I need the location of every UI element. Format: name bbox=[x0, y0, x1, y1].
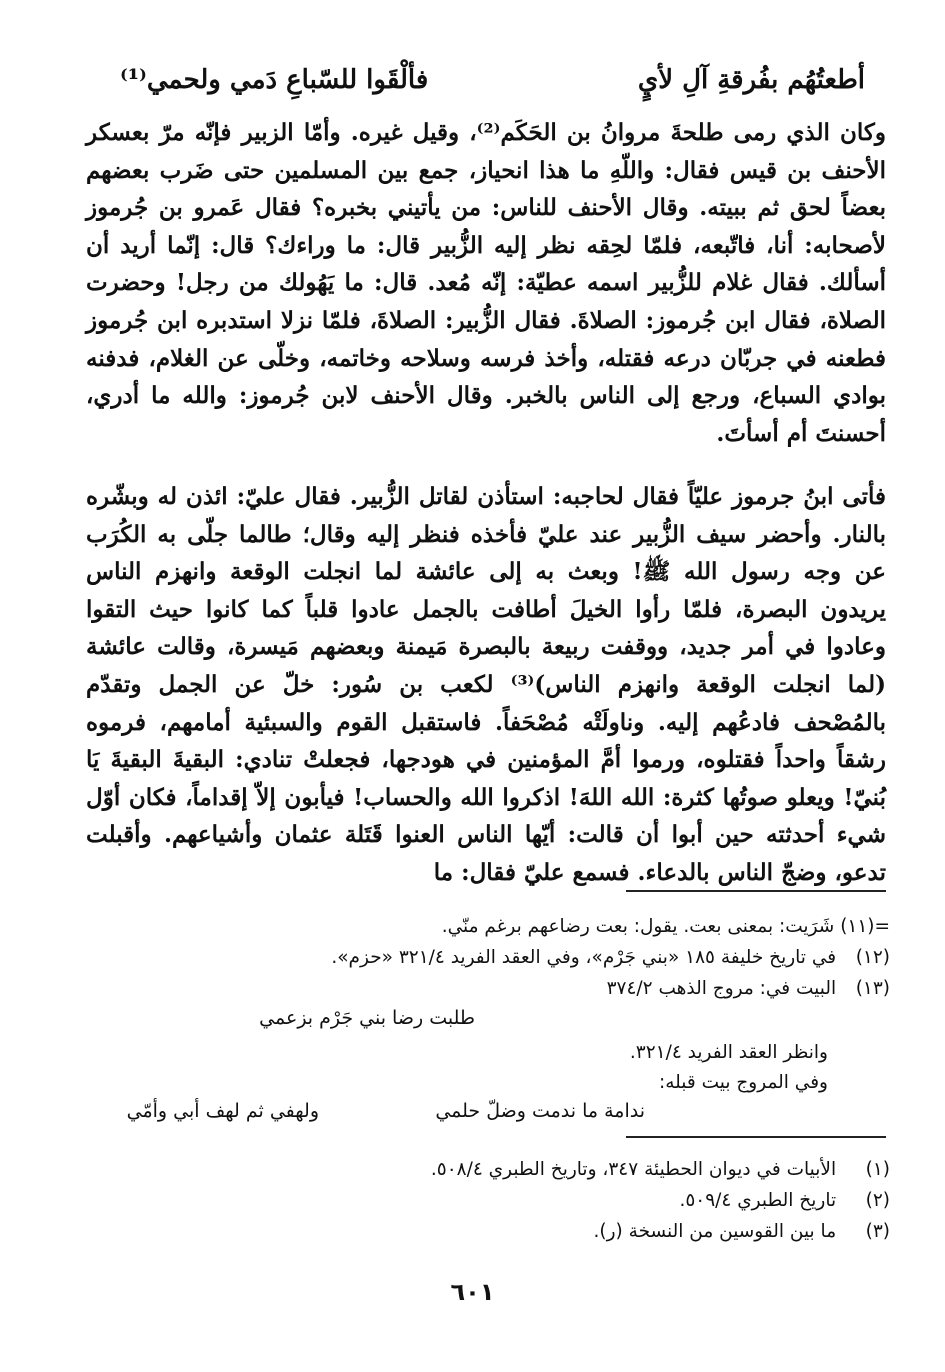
footnote-text: البيت في: مروج الذهب ٣٧٤/٢ bbox=[606, 978, 837, 999]
footnote-divider-1 bbox=[626, 890, 886, 892]
footnote-number: (١٣) bbox=[855, 978, 890, 999]
footnote-number: (١) bbox=[865, 1159, 890, 1180]
footnote-12 bbox=[120, 943, 890, 973]
footnote-number: =(١١) bbox=[840, 916, 890, 937]
footnote-number: (٣) bbox=[865, 1221, 890, 1242]
footnote-text: تاريخ الطبري ٥٠٩/٤. bbox=[679, 1190, 837, 1211]
footnote-number: (١٢) bbox=[855, 947, 890, 968]
footnote-text: شَرَيت: بمعنى بعت. يقول: بعت رضاعهم برغم منّي. bbox=[441, 916, 835, 937]
body-paragraph-1: وكان الذي رمى طلحةَ مروانُ بن الحَكَم⁽²⁾، وقيل غيره. وأمّا الزبير فإنّه مرّ بعسكر الأحنف بن قيس فقال: واللّهِ ما هذا انحياز، جمع بين المسلمين حتى ضَرب بعضهم بعضاً لحق ثم ببيته. وقال الأحنف للناس: من يأتيني بخبره؟ فقال عَمرو بن جُرموز لأصحابه: أنا، فاتّبعه، فلمّا لحِقه نظر إليه الزُّبير قال: ما وراءك؟ قال: إنّما أريد أن أسألك. فقال غلام للزُّبير اسمه عطيّة: إنّه مُعد. قال: ما يَهُولك من رجل! وحضرت الصلاة، فقال ابن جُرموز: الصلاةَ. فقال الزُّبير: الصلاةَ، فلمّا نزلا استدبره ابن جُرموز فطعنه في جربّان درعه فقتله، وأخذ فرسه وسلاحه وخاتمه، وخلّى عن الغلام، فدفنه بوادي السباع، ورجع إلى الناس بالخبر. وقال الأحنف لابن جُرموز: والله ما أدري، أحسنتَ أم أسأتَ. bbox=[86, 119, 886, 447]
footnote-divider-2 bbox=[626, 1136, 886, 1138]
footnote-13-line-3: وفي المروج بيت قبله: bbox=[659, 1072, 828, 1093]
footnote-11 bbox=[120, 912, 890, 942]
body-paragraph-2: فأتى ابنُ جرموز عليّاً فقال لحاجبه: استأذن لقاتل الزُّبير. فقال عليّ: ائذن له وبشّره بالنار. وأحضر سيف الزُّبير عند عليّ فأخذه فنظر إليه وقال؛ طالما جلّى به الكُرَب عن وجه رسول الله ﷺ! وبعث به إلى عائشة لما انجلت الوقعة وانهزم الناس يريدون البصرة، فلمّا رأوا الخيلَ أطافت بالجمل عادوا قلباً كما كانوا حيث التقوا وعادوا في أمر جديد، ووقفت ربيعة بالبصرة مَيمنة وبعضهم مَيسرة، وقالت عائشة (لما انجلت الوقعة وانهزم الناس)⁽³⁾ لكعب بن سُور: خلّ عن الجمل وتقدّم بالمُصْحف فادعُهم إليه. وناولَتْه مُصْحَفاً. فاستقبل القوم والسبئية أمامهم، فرموه رشقاً واحداً فقتلوه، ورموا أمَّ المؤمنين في هودجها، فجعلتْ تنادي: البقيةَ البقيةَ يَا بُنيّ! ويعلو صوتُها كثرة: الله اللهَ! اذكروا الله والحساب! فيأبون إلاّ إقداماً، فكان أوّل شيء أحدثته حين أبوا أن قالت: أيّها الناس العنوا قَتَلة عثمان وأشياعهم. وأقبلت تدعو، وضجّ الناس بالدعاء. فسمع عليّ فقال: ما bbox=[86, 483, 886, 886]
footnote-number: (٢) bbox=[865, 1190, 890, 1211]
footnote-13-verse-2a: ندامة ما ندمت وضلّ حلمي bbox=[435, 1100, 645, 1122]
footnote-13-verse-2b: ولهفي ثم لهف أبي وأمّي bbox=[126, 1100, 319, 1122]
footnote-1 bbox=[120, 1155, 890, 1185]
footnote-3 bbox=[120, 1217, 890, 1247]
footnote-13-verse: طلبت رضا بني جَرْم بزعمي bbox=[259, 1007, 475, 1029]
footnote-13-line-2: وانظر العقد الفريد ٣٢١/٤. bbox=[629, 1042, 828, 1063]
page-number: ٦٠١ bbox=[450, 1278, 495, 1306]
footnote-text: الأبيات في ديوان الحطيئة ٣٤٧، وتاريخ الطبري ٥٠٨/٤. bbox=[430, 1159, 837, 1180]
verse-hemistich-2: فألْقَوا للسّباعِ دَمي ولحمي⁽¹⁾ bbox=[120, 65, 429, 95]
footnote-2 bbox=[120, 1186, 890, 1216]
opening-verse bbox=[120, 58, 865, 102]
footnote-13 bbox=[120, 974, 890, 1004]
footnote-text: في تاريخ خليفة ١٨٥ «بني جَرْم»، وفي العقد الفريد ٣٢١/٤ «حزم». bbox=[331, 947, 837, 968]
verse-hemistich-1: أطعتُهُم بفُرقةِ آلِ لأيٍ bbox=[637, 65, 865, 95]
footnote-text: ما بين القوسين من النسخة (ر). bbox=[593, 1221, 837, 1242]
